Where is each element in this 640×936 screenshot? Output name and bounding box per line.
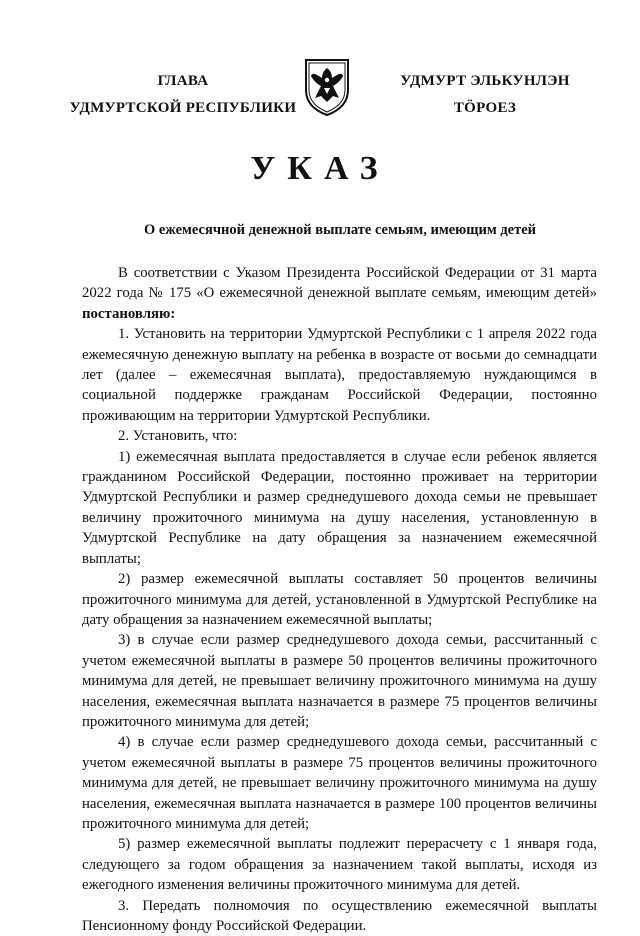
header-left	[58, 68, 308, 122]
document-body	[82, 263, 597, 936]
paragraph-1: 1. Установить на территории Удмуртской Республики с 1 апреля 2022 года ежемесячную денежную выплату на ребенка в возрасте от восьми до семнадцати лет (далее – ежемесячная выплата), предоставляемую нуждающимся в социальной поддержке гражданам Российской Федерации, постоянно проживающим на территории Удмуртской Республики.	[82, 326, 597, 424]
header-right-line1: УДМУРТ ЭЛЬКУНЛЭН	[400, 73, 570, 89]
preamble-bold: постановляю	[82, 305, 171, 322]
paragraph-2-1: 1) ежемесячная выплата предоставляется в случае если ребенок является гражданином Российской Федерации, постоянно проживает на территории Удмуртской Республики и размер среднедушевого дохода семьи не превышает величину прожиточного минимума на душу населения, установленную в Удмуртской Республике на дату обращения за назначением ежемесячной выплаты;	[82, 448, 597, 567]
paragraph-2-5: 5) размер ежемесячной выплаты подлежит перерасчету с 1 января года, следующего за годом обращения за назначением такой выплаты, исходя из ежегодного изменения величины прожиточного минимума для детей.	[82, 836, 597, 894]
header-right-line2: ТӦРОЕЗ	[453, 100, 517, 116]
paragraph-3: 3. Передать полномочия по осуществлению ежемесячной выплаты Пенсионному фонду Российской Федерации.	[82, 897, 597, 934]
preamble-text: В соответствии с Указом Президента Российской Федерации от 31 марта 2022 года № 175 «О ежемесячной денежной выплате семьям, имеющим детей»	[82, 265, 597, 302]
paragraph-2-4: 4) в случае если размер среднедушевого дохода семьи, рассчитанный с учетом ежемесячной выплаты в размере 75 процентов величины прожиточного минимума для детей, не превышает величину прожиточного минимума на душу населения, ежемесячная выплата назначается в размере 100 процентов величины прожиточного минимума для детей;	[82, 734, 597, 832]
header-left-line1: ГЛАВА	[157, 73, 209, 89]
header-right	[360, 68, 610, 122]
document-subtitle: О ежемесячной денежной выплате семьям, имеющим детей	[143, 222, 537, 238]
paragraph-2: 2. Установить, что:	[118, 428, 238, 445]
paragraph-2-2: 2) размер ежемесячной выплаты составляет 50 процентов величины прожиточного минимума для детей, установленной в Удмуртской Республике на дату обращения за назначением ежемесячной выплаты;	[82, 571, 597, 628]
header-left-line2: УДМУРТСКОЙ РЕСПУБЛИКИ	[69, 100, 297, 116]
preamble-end: :	[170, 305, 176, 322]
preamble	[82, 263, 597, 324]
coat-of-arms-emblem	[302, 56, 352, 116]
document-title: УКАЗ	[250, 150, 390, 187]
paragraph-2-3: 3) в случае если размер среднедушевого дохода семьи, рассчитанный с учетом ежемесячной выплаты в размере 50 процентов величины прожиточного минимума для детей, не превышает величину прожиточного минимума на душу населения, ежемесячная выплата назначается в размере 75 процентов величины прожиточного минимума для детей;	[82, 632, 597, 730]
